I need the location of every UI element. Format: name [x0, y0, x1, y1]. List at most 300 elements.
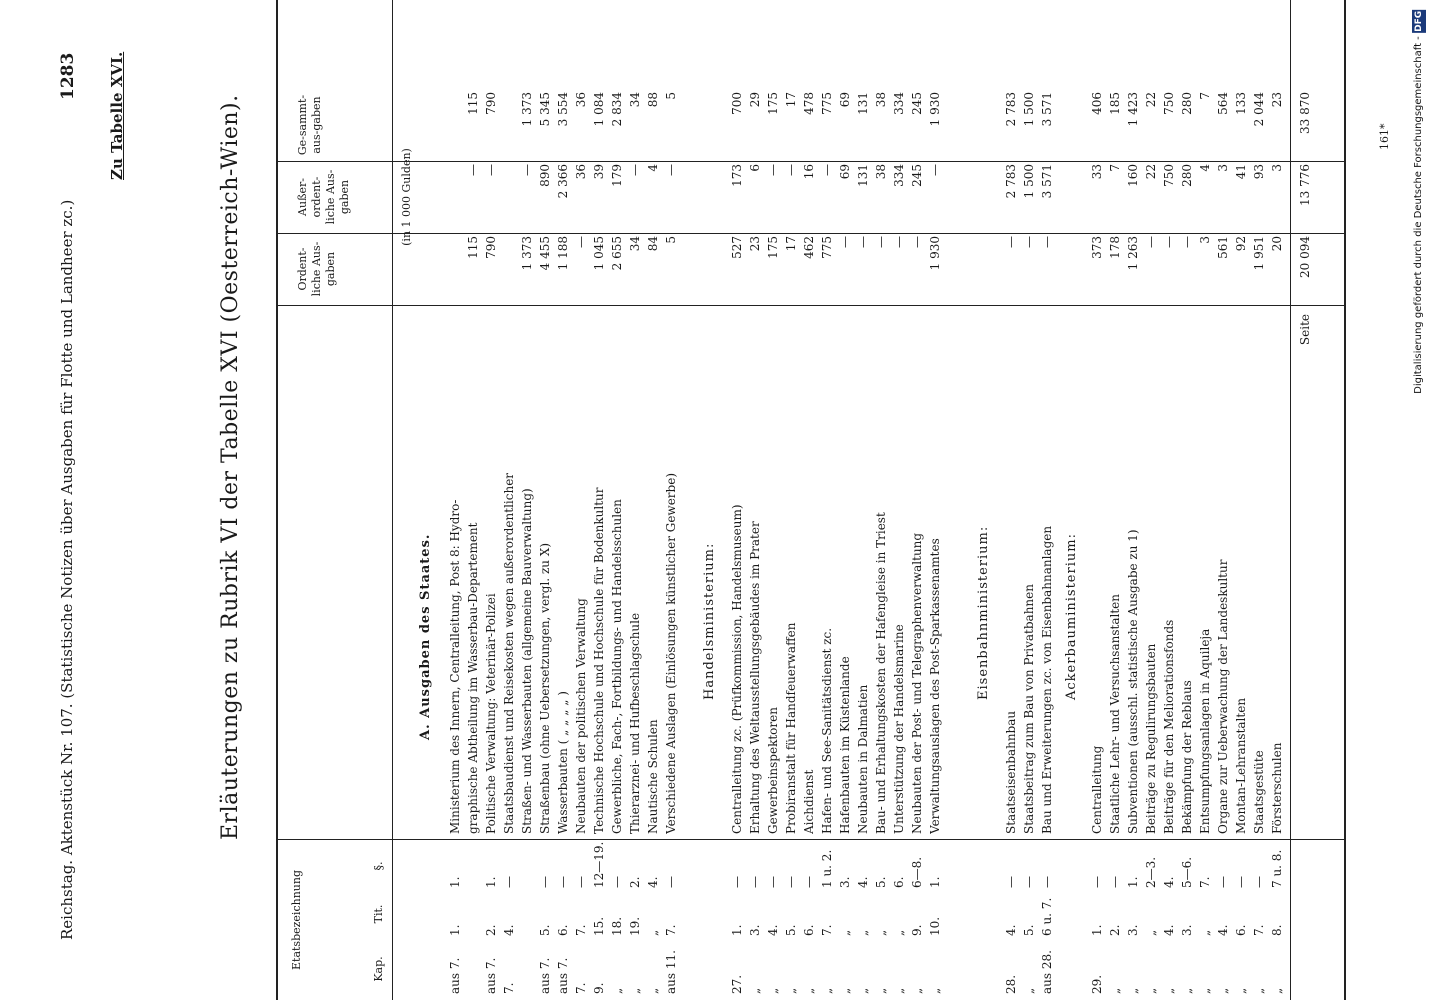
cell-desc: Unterstützung der Handelsmarine	[892, 624, 906, 834]
cell-aus: 69	[838, 164, 852, 180]
cell-aus: 890	[538, 164, 552, 187]
cell-tit: 4.	[1162, 924, 1176, 936]
cell-kap: „	[766, 987, 780, 994]
cell-ord: —	[874, 236, 888, 248]
cell-tit: „	[646, 929, 660, 936]
cell-ord: 790	[484, 236, 498, 259]
table-row	[1216, 0, 1234, 1000]
cell-par: 4.	[646, 876, 660, 888]
cell-tit: 19.	[628, 916, 642, 936]
cell-kap: „	[1234, 987, 1248, 994]
cell-desc: Thierarznei- und Hufbeschlagschule	[628, 612, 642, 834]
table-row	[928, 0, 946, 1000]
cell-aus: —	[520, 164, 534, 176]
cell-kap: „	[1198, 987, 1212, 994]
cell-desc: Neubauten der Post- und Telegraphenverwaltung	[910, 532, 924, 834]
cell-par: —	[1004, 876, 1018, 888]
cell-kap: „	[1270, 987, 1284, 994]
cell-aus: 22	[1144, 164, 1158, 180]
cell-tit: 5.	[538, 924, 552, 936]
cell-tit: 5.	[1022, 924, 1036, 936]
cell-ord: 561	[1216, 236, 1230, 259]
cell-ges: 131	[856, 92, 870, 115]
cell-ges: 175	[766, 92, 780, 115]
cell-kap: 28.	[1004, 974, 1018, 994]
cell-ges: 750	[1162, 92, 1176, 115]
cell-aus: 131	[856, 164, 870, 187]
cell-tit: 2.	[1108, 924, 1122, 936]
cell-par: 4.	[1162, 876, 1176, 888]
totals-aus: 13 776	[1298, 164, 1312, 206]
cell-tit: 4.	[766, 924, 780, 936]
header-bottom-rule	[392, 0, 393, 1000]
cell-ges: 7	[1198, 92, 1212, 100]
cell-ges: 36	[574, 92, 588, 108]
cell-aus: —	[766, 164, 780, 176]
cell-kap: aus 7.	[538, 957, 552, 994]
cell-ord: 23	[748, 236, 762, 252]
cell-tit: 6.	[802, 924, 816, 936]
cell-tit: „	[892, 929, 906, 936]
cell-ord: 775	[820, 236, 834, 259]
cell-ord: 84	[646, 236, 660, 252]
cell-ges: 69	[838, 92, 852, 108]
cell-ord: 178	[1108, 236, 1122, 259]
cell-kap: „	[1162, 987, 1176, 994]
cell-desc: Verwaltungsauslagen des Post-Sparkassenamtes	[928, 538, 942, 834]
cell-kap: „	[610, 987, 624, 994]
cell-ord: 1 930	[928, 236, 942, 271]
cell-aus: 750	[1162, 164, 1176, 187]
table-row	[784, 0, 802, 1000]
table-row	[1162, 0, 1180, 1000]
cell-tit: 6.	[556, 924, 570, 936]
cell-aus: 1 500	[1022, 164, 1036, 199]
cell-tit: 4.	[1004, 924, 1018, 936]
cell-aus: 39	[592, 164, 606, 180]
cell-kap: aus 7.	[448, 957, 462, 994]
cell-ges: 38	[874, 92, 888, 108]
cell-ord: 3	[1198, 236, 1212, 244]
cell-desc: Nautische Schulen	[646, 719, 660, 834]
cell-kap: „	[748, 987, 762, 994]
table-row	[874, 0, 892, 1000]
cell-ges: 5 345	[538, 92, 552, 127]
table-top-rule	[276, 0, 278, 1000]
cell-kap: aus 7.	[556, 957, 570, 994]
cell-kap: „	[802, 987, 816, 994]
table-row	[838, 0, 856, 1000]
cell-kap: „	[1108, 987, 1122, 994]
cell-tit: „	[1198, 929, 1212, 936]
cell-kap: „	[1126, 987, 1140, 994]
cell-kap: „	[838, 987, 852, 994]
cell-desc: Bau und Erweiterungen zc. von Eisenbahnanlagen	[1040, 525, 1054, 834]
section-acker-heading: Ackerbauministerium:	[1064, 533, 1079, 700]
cell-tit: 1.	[730, 924, 744, 936]
cell-par: 6.	[892, 876, 906, 888]
cell-ord: 1 188	[556, 236, 570, 271]
cell-ges: 3 554	[556, 92, 570, 127]
cell-ges: 2 783	[1004, 92, 1018, 127]
cell-ord: 20	[1270, 236, 1284, 252]
cell-par: —	[1108, 876, 1122, 888]
table-row	[748, 0, 766, 1000]
cell-kap: „	[1144, 987, 1158, 994]
cell-desc: Centralleitung	[1090, 745, 1104, 834]
cell-ges: 2 044	[1252, 92, 1266, 127]
cell-ord: —	[856, 236, 870, 248]
table-row	[1108, 0, 1126, 1000]
cell-tit: 9.	[910, 924, 924, 936]
cell-ges: 29	[748, 92, 762, 108]
cell-tit: 8.	[1270, 924, 1284, 936]
cell-par: —	[1040, 876, 1054, 888]
cell-tit: 18.	[610, 916, 624, 936]
etat-header: Etatsbezeichnung	[290, 870, 303, 970]
cell-desc: Straßenbau (ohne Uebersetzungen, vergl. zu X)	[538, 542, 552, 834]
cell-tit: 7.	[574, 924, 588, 936]
cell-kap: „	[1252, 987, 1266, 994]
cell-par: —	[574, 876, 588, 888]
table-row	[610, 0, 628, 1000]
table-row	[628, 0, 646, 1000]
cell-aus: 3 571	[1040, 164, 1054, 199]
cell-ges: 2 834	[610, 92, 624, 127]
cell-par: —	[1234, 876, 1248, 888]
cell-ord: 175	[766, 236, 780, 259]
page-number: 1283	[58, 52, 78, 100]
credit-text: Digitalisierung gefördert durch die Deutsche Forschungsgemeinschaft -	[1413, 36, 1424, 394]
cell-desc: Staatsbeitrag zum Bau von Privatbahnen	[1022, 584, 1036, 834]
cell-par: —	[1022, 876, 1036, 888]
cell-ord: —	[910, 236, 924, 248]
table-row	[502, 0, 520, 1000]
cell-desc: Wasserbauten ( „ „ „ „ )	[556, 691, 570, 834]
table-row	[1022, 0, 1040, 1000]
cell-par: —	[730, 876, 744, 888]
table-row	[556, 0, 574, 1000]
cell-aus: 334	[892, 164, 906, 187]
cell-aus: 6	[748, 164, 762, 172]
table-row	[484, 0, 502, 1000]
cell-par: 4.	[856, 876, 870, 888]
cell-desc: Neubauten der politischen Verwaltung	[574, 598, 588, 834]
section-handel-heading: Handelsministerium:	[702, 542, 717, 700]
table-row	[466, 0, 484, 1000]
cell-kap: „	[820, 987, 834, 994]
cell-aus: —	[628, 164, 642, 176]
cell-tit: „	[856, 929, 870, 936]
table-row	[1234, 0, 1252, 1000]
table-row	[574, 0, 592, 1000]
cell-tit: 2.	[484, 924, 498, 936]
cell-tit: 3.	[1126, 924, 1140, 936]
cell-par: 1.	[448, 876, 462, 888]
cell-ord: —	[1040, 236, 1054, 248]
table-row	[538, 0, 556, 1000]
cell-kap: „	[1180, 987, 1194, 994]
cell-tit: „	[838, 929, 852, 936]
cell-tit: 3.	[748, 924, 762, 936]
cell-kap: „	[784, 987, 798, 994]
cell-aus: 4	[646, 164, 660, 172]
cell-ges: 700	[730, 92, 744, 115]
cell-ges: 185	[1108, 92, 1122, 115]
cell-aus: 7	[1108, 164, 1122, 172]
cell-desc: Hafenbauten im Küstenlande	[838, 656, 852, 834]
section-eisen-heading: Eisenbahnministerium:	[976, 525, 991, 700]
table-row	[646, 0, 664, 1000]
total-rule	[1290, 0, 1291, 1000]
cell-ges: 5	[664, 92, 678, 100]
table-reference: Zu Tabelle XVI.	[108, 51, 126, 180]
cell-aus: —	[484, 164, 498, 176]
cell-desc: Staatsgestüte	[1252, 750, 1266, 834]
cell-ord: —	[1162, 236, 1176, 248]
cell-kap: aus 7.	[484, 957, 498, 994]
cell-aus: —	[466, 164, 480, 176]
cell-desc: Montan-Lehranstalten	[1234, 697, 1248, 834]
ord-header: Ordent-liche Aus-gaben	[296, 241, 337, 297]
cell-desc: Beiträge zu Regulirungsbauten	[1144, 643, 1158, 834]
cell-tit: 7.	[820, 924, 834, 936]
cell-desc: Verschiedene Auslagen (Einlösungen künstlicher Gewerbe)	[664, 472, 678, 834]
cell-kap: 7.	[502, 982, 516, 994]
cell-desc: Technische Hochschule und Hochschule für Bodenkultur	[592, 487, 606, 834]
cell-ord: —	[574, 236, 588, 248]
cell-ges: 406	[1090, 92, 1104, 115]
table-row	[910, 0, 928, 1000]
dfg-logo: DFG	[1414, 11, 1424, 33]
cell-aus: 3	[1270, 164, 1284, 172]
cell-desc: Centralleitung zc. (Prüfkommission, Handelsmuseum)	[730, 504, 744, 834]
cell-kap: „	[646, 987, 660, 994]
cell-par: 1.	[928, 876, 942, 888]
table-row	[1090, 0, 1108, 1000]
unit-note: (in 1 000 Gulden)	[400, 148, 413, 246]
cell-aus: 245	[910, 164, 924, 187]
cell-aus: —	[928, 164, 942, 176]
cell-ges: 564	[1216, 92, 1230, 115]
cell-ord: —	[1022, 236, 1036, 248]
dfg-credit	[1413, 10, 1424, 394]
cell-aus: 33	[1090, 164, 1104, 180]
cell-ges: 115	[466, 92, 480, 115]
cell-desc: Probiranstalt für Handfeuerwaffen	[784, 622, 798, 834]
cell-par: —	[748, 876, 762, 888]
cell-ord: —	[1004, 236, 1018, 248]
cell-aus: 3	[1216, 164, 1230, 172]
cell-ges: 23	[1270, 92, 1284, 108]
cell-desc: Staatseisenbahnbau	[1004, 710, 1018, 834]
table-row	[1144, 0, 1162, 1000]
cell-ord: —	[1180, 236, 1194, 248]
totals-ord: 20 094	[1298, 236, 1312, 278]
table-row	[820, 0, 838, 1000]
cell-par: —	[538, 876, 552, 888]
cell-tit: 1.	[448, 924, 462, 936]
cell-ord: 527	[730, 236, 744, 259]
cell-kap: 27.	[730, 974, 744, 994]
cell-ges: 775	[820, 92, 834, 115]
table-row	[730, 0, 748, 1000]
cell-ord: 1 045	[592, 236, 606, 271]
cell-tit: 4.	[1216, 924, 1230, 936]
cell-kap: aus 28.	[1040, 950, 1054, 994]
cell-par: 1.	[1126, 876, 1140, 888]
cell-par: 1.	[484, 876, 498, 888]
cell-ord: —	[1144, 236, 1158, 248]
aus-header: Außer-ordent-liche Aus-gaben	[296, 169, 351, 225]
table-row	[1270, 0, 1288, 1000]
cell-tit: „	[874, 929, 888, 936]
cell-desc: Erhaltung des Weltausstellungsgebäudes im Prater	[748, 521, 762, 834]
cell-ges: 1 084	[592, 92, 606, 127]
cell-ges: 22	[1144, 92, 1158, 108]
table-row	[520, 0, 538, 1000]
cell-ord: 92	[1234, 236, 1248, 252]
cell-kap: „	[874, 987, 888, 994]
totals-label: Seite	[1298, 314, 1312, 346]
cell-tit: 10.	[928, 916, 942, 936]
cell-ges: 245	[910, 92, 924, 115]
cell-desc: Subventionen (ausschl. statistische Ausgabe zu 1)	[1126, 529, 1140, 834]
cell-desc: Bekämpfung der Reblaus	[1180, 680, 1194, 834]
cell-ord: 1 373	[520, 236, 534, 271]
cell-desc: Staatsbaudienst und Reisekosten wegen außerordentlicher	[502, 472, 516, 834]
cell-ord: —	[892, 236, 906, 248]
cell-par: 5.	[874, 876, 888, 888]
cell-kap: „	[1022, 987, 1036, 994]
table-row	[448, 0, 466, 1000]
cell-par: —	[766, 876, 780, 888]
cell-kap: „	[892, 987, 906, 994]
cell-aus: —	[664, 164, 678, 176]
cell-par: —	[802, 876, 816, 888]
cell-desc: Försterschulen	[1270, 742, 1284, 834]
cell-desc: Hafen- und See-Sanitätsdienst zc.	[820, 627, 834, 834]
cell-tit: „	[1144, 929, 1158, 936]
cell-par: 7 u. 8.	[1270, 849, 1284, 888]
cell-ges: 334	[892, 92, 906, 115]
table-row	[1040, 0, 1058, 1000]
cell-ges: 1 373	[520, 92, 534, 127]
cell-tit: 6 u. 7.	[1040, 897, 1054, 936]
cell-desc: Ministerium des Innern, Centralleitung, Post 8: Hydro-	[448, 499, 462, 834]
tit-header: Tit.	[372, 904, 385, 924]
table-row	[802, 0, 820, 1000]
kap-header: Kap.	[372, 956, 385, 982]
cell-kap: 7.	[574, 982, 588, 994]
cell-ord: 462	[802, 236, 816, 259]
cell-tit: 5.	[784, 924, 798, 936]
table-bottom-rule	[1344, 0, 1346, 1000]
cell-kap: „	[856, 987, 870, 994]
cell-aus: 93	[1252, 164, 1266, 180]
cell-ord: 4 455	[538, 236, 552, 271]
cell-tit: 15.	[592, 916, 606, 936]
cell-par: 7.	[1198, 876, 1212, 888]
cell-aus: 38	[874, 164, 888, 180]
cell-par: —	[1252, 876, 1266, 888]
cell-ord: 1 263	[1126, 236, 1140, 271]
cell-ges: 34	[628, 92, 642, 108]
cell-tit: 3.	[1180, 924, 1194, 936]
table-row	[1252, 0, 1270, 1000]
table-row	[1004, 0, 1022, 1000]
cell-par: —	[784, 876, 798, 888]
cell-par: —	[1090, 876, 1104, 888]
cell-par: 2—3.	[1144, 856, 1158, 888]
cell-ord: 17	[784, 236, 798, 252]
cell-aus: —	[820, 164, 834, 176]
cell-kap: 29.	[1090, 974, 1104, 994]
cell-ord: 34	[628, 236, 642, 252]
cell-par: —	[610, 876, 624, 888]
cell-desc: Aichdienst	[802, 769, 816, 834]
cell-desc: Neubauten in Dalmatien	[856, 684, 870, 834]
table-row	[592, 0, 610, 1000]
page-title: Erläuterungen zu Rubrik VI der Tabelle XVI (Oesterreich-Wien).	[218, 94, 243, 840]
cell-desc: Politische Verwaltung: Veterinär-Polizei	[484, 593, 498, 834]
cell-tit: 7.	[1252, 924, 1266, 936]
ges-header: Ge-sammt-aus-gaben	[296, 94, 323, 156]
cell-aus: 179	[610, 164, 624, 187]
cell-aus: 36	[574, 164, 588, 180]
cell-kap: 9.	[592, 982, 606, 994]
table-row	[892, 0, 910, 1000]
cell-aus: 41	[1234, 164, 1248, 180]
cell-aus: 2 366	[556, 164, 570, 199]
cell-aus: —	[784, 164, 798, 176]
cell-aus: 16	[802, 164, 816, 180]
cell-aus: 280	[1180, 164, 1194, 187]
cell-desc: Organe zur Ueberwachung der Landeskultur	[1216, 559, 1230, 834]
cell-kap: „	[1216, 987, 1230, 994]
cell-aus: 173	[730, 164, 744, 187]
cell-ord: 115	[466, 236, 480, 259]
cell-desc: Staatliche Lehr- und Versuchsanstalten	[1108, 594, 1122, 834]
cell-tit: 4.	[502, 924, 516, 936]
cell-par: 2.	[628, 876, 642, 888]
cell-desc: Straßen- und Wasserbauten (allgemeine Bauverwaltung)	[520, 488, 534, 834]
table-row	[1180, 0, 1198, 1000]
cell-ges: 3 571	[1040, 92, 1054, 127]
cell-ges: 1 930	[928, 92, 942, 127]
cell-ges: 1 423	[1126, 92, 1140, 127]
par-header: §.	[372, 861, 385, 871]
cell-ges: 478	[802, 92, 816, 115]
cell-par: 5—6.	[1180, 856, 1194, 888]
cell-aus: 2 783	[1004, 164, 1018, 199]
table-row	[1126, 0, 1144, 1000]
footer-mark: 161*	[1378, 123, 1391, 150]
cell-par: 3.	[838, 876, 852, 888]
cell-par: —	[556, 876, 570, 888]
running-header: Reichstag. Aktenstück Nr. 107. (Statistische Notizen über Ausgaben für Flotte und Landheer zc.)	[58, 199, 76, 940]
totals-row	[1298, 0, 1316, 1000]
table-row	[856, 0, 874, 1000]
cell-desc: Bau- und Erhaltungskosten der Hafengleise in Triest	[874, 512, 888, 834]
cell-tit: 6.	[1234, 924, 1248, 936]
cell-desc: graphische Abtheilung im Wasserbau-Departement	[466, 522, 480, 834]
cell-ges: 1 500	[1022, 92, 1036, 127]
cell-desc: Beiträge für den Meliorationsfonds	[1162, 619, 1176, 834]
table-row	[1198, 0, 1216, 1000]
cell-aus: 160	[1126, 164, 1140, 187]
cell-ges: 17	[784, 92, 798, 108]
